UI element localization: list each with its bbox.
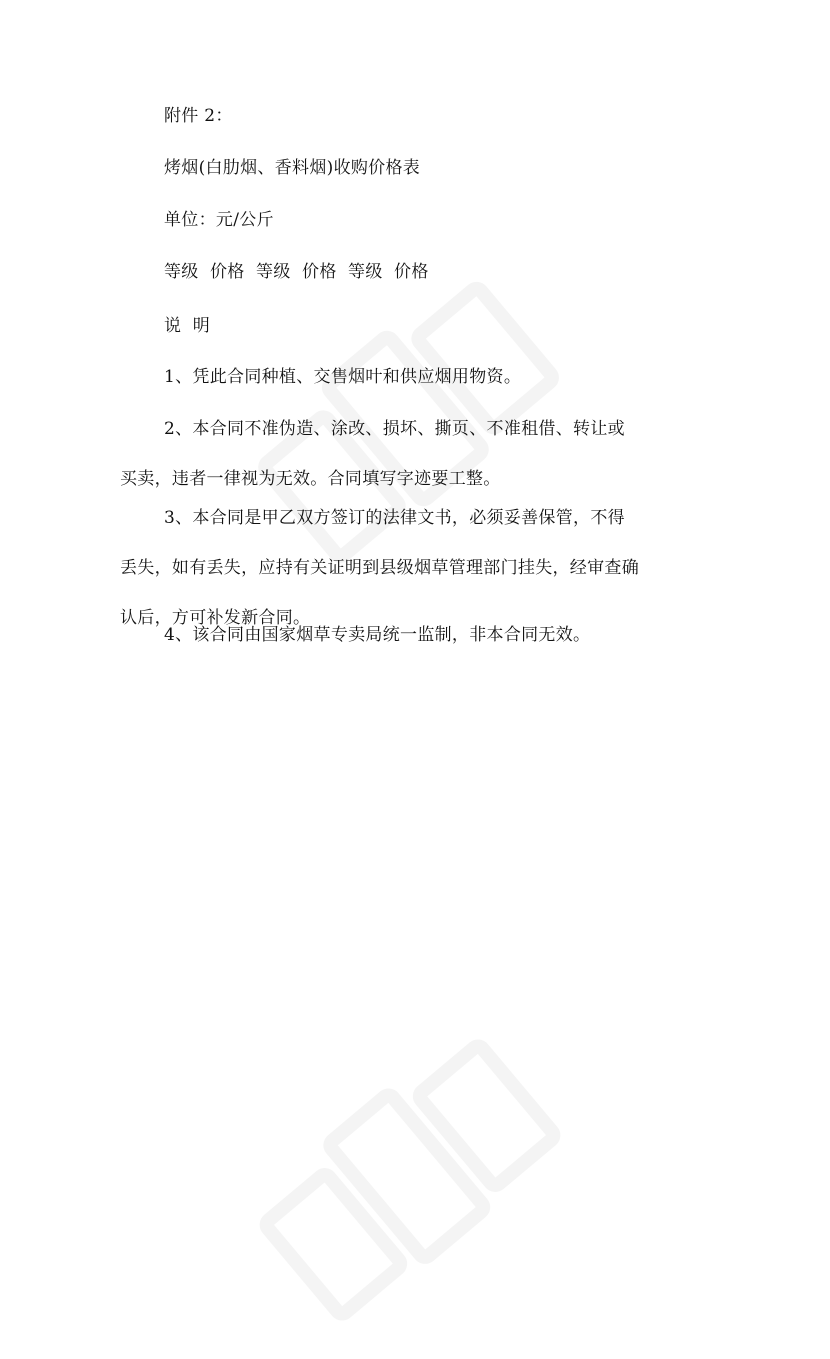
note-item-1: 1、凭此合同种植、交售烟叶和供应烟用物资。 [164,367,522,387]
note-item-3: 3、本合同是甲乙双方签订的法律文书，必须妥善保管，不得丢失，如有丢失，应持有关证明到县级烟草管理部门挂失，经审查确认后，方可补发新合同。 [120,508,639,628]
note-item-4: 4、该合同由国家烟草专卖局统一监制，非本合同无效。 [164,625,591,645]
unit-line: 单位：元/公斤 [164,210,274,230]
table-header: 等级 价格 等级 价格 等级 价格 [164,262,429,282]
note-item-2: 2、本合同不准伪造、涂改、损坏、撕页、不准租借、转让或买卖，违者一律视为无效。合同填写字迹要工整。 [120,419,625,489]
page-title: 烤烟(白肋烟、香料烟)收购价格表 [164,158,421,178]
attachment-label: 附件 2： [164,106,233,126]
notes-heading: 说 明 [164,316,211,336]
watermark-graphic-bottom [223,1001,597,1359]
